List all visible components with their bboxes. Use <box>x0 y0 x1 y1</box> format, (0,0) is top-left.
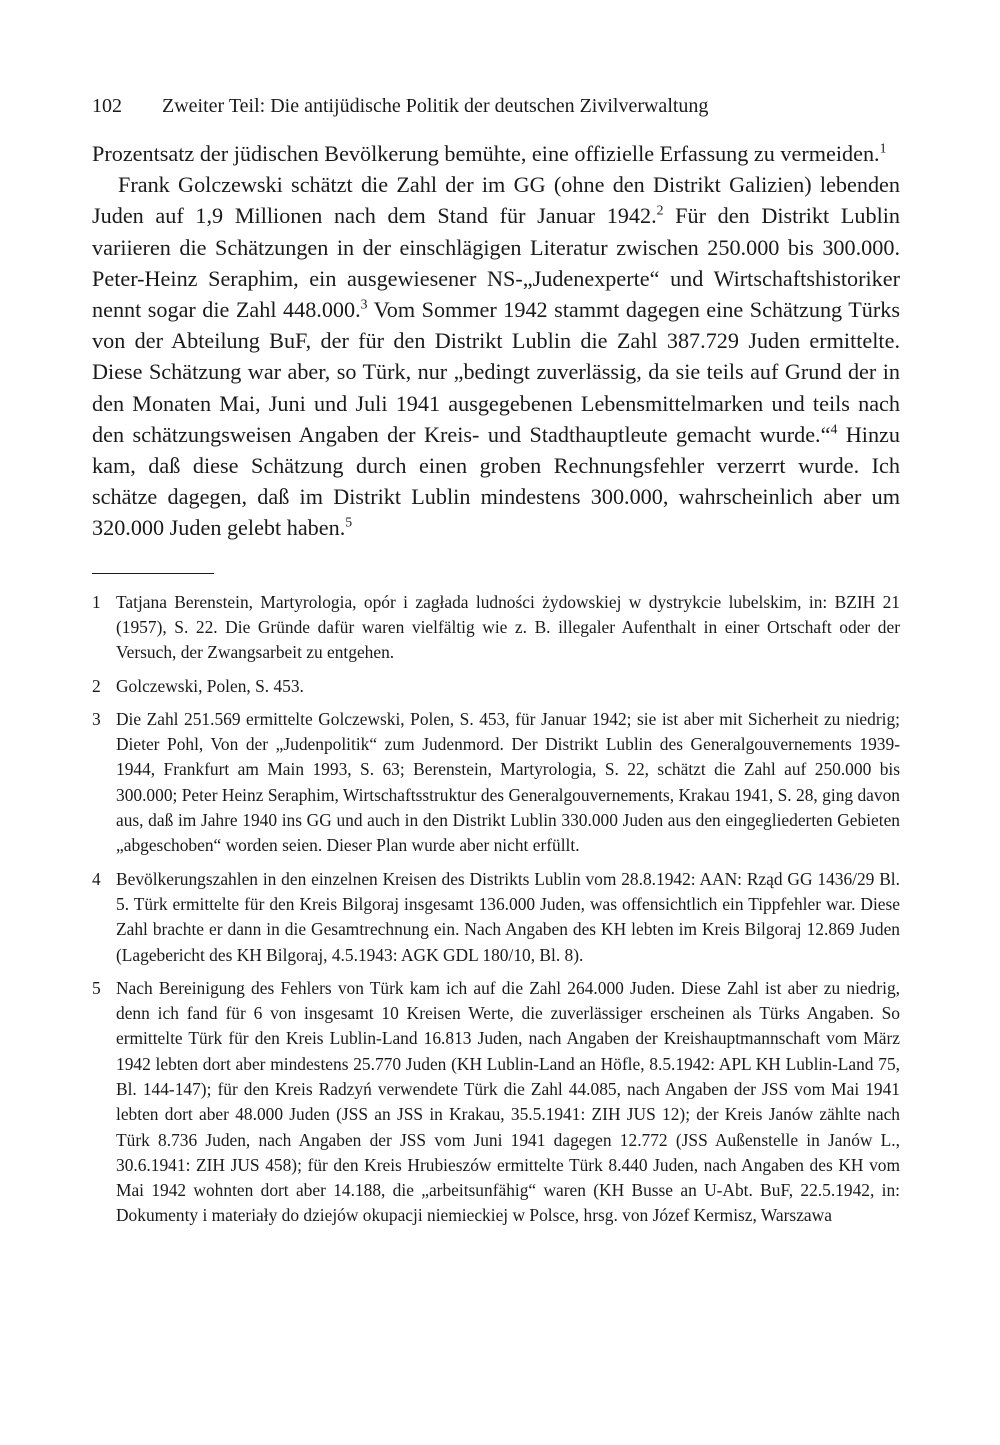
paragraph-2 <box>92 169 900 543</box>
footnote-ref-5: 5 <box>345 515 353 531</box>
footnote-divider <box>92 573 214 574</box>
footnote-ref-4: 4 <box>830 421 838 437</box>
footnote <box>92 707 900 859</box>
footnote-ref-3: 3 <box>360 296 368 312</box>
paragraph-2-text-c: Vom Sommer 1942 stammt dagegen eine Schätzung Türks von der Abteilung BuF, der für den Distrikt Lublin die Zahl 387.729 Juden ermittelte. Diese Schätzung war aber, so Türk, nur „bedingt zuverlässig, da sie teils auf Grund der in den Monaten Mai, Juni und Juli 1941 ausgegebenen Lebensmittelmarken und teils nach den schätzungsweisen Angaben der Kreis- und Stadthauptleute gemacht wurde.“ <box>92 297 900 447</box>
main-text <box>92 138 900 544</box>
footnotes <box>92 590 900 1229</box>
paragraph-1-text: Prozentsatz der jüdischen Bevölkerung bemühte, eine offizielle Erfassung zu vermeiden. <box>92 141 880 166</box>
footnote <box>92 976 900 1229</box>
footnote-text: Nach Bereinigung des Fehlers von Türk kam ich auf die Zahl 264.000 Juden. Diese Zahl ist aber zu niedrig, denn ich fand für 6 von insgesamt 10 Kreisen Werte, die zuverlässiger erscheinen als Türks Angaben. So ermittelte Türk für den Kreis Lublin-Land 16.813 Juden, nach Angaben der Kreishauptmannschaft vom März 1942 lebten dort aber mindestens 25.770 Juden (KH Lublin-Land an Höfle, 8.5.1942: APL KH Lublin-Land 75, Bl. 144-147); für den Kreis Radzyń verwendete Türk die Zahl 44.085, nach Angaben der JSS vom Mai 1941 lebten dort aber 48.000 Juden (JSS an JSS in Krakau, 35.5.1941: ZIH JUS 12); der Kreis Janów zählte nach Türk 8.736 Juden, nach Angaben der JSS vom Juni 1941 dagegen 12.772 (JSS Außenstelle in Janów L., 30.6.1941: ZIH JUS 458); für den Kreis Hrubieszów ermittelte Türk 8.440 Juden, nach Angaben des KH vom Mai 1942 wohnten dort aber 14.188, die „arbeitsunfähig“ waren (KH Busse an U-Abt. BuF, 22.5.1942, in: Dokumenty i materiały do dziejów okupacji niemieckiej w Polsce, hrsg. von Józef Kermisz, Warszawa <box>116 977 900 1226</box>
paragraph-2-text-a: Frank Golczewski schätzt die Zahl der im GG (ohne den Distrikt Galizien) lebenden Juden auf 1,9 Millionen nach dem Stand für Januar 1942. <box>92 172 900 229</box>
footnote-text: Golczewski, Polen, S. 453. <box>116 675 304 696</box>
page-number: 102 <box>92 95 122 117</box>
paragraph-2-text-b: Für den Distrikt Lublin variieren die Schätzungen in der einschlägigen Literatur zwischen 250.000 bis 300.000. Peter-Heinz Seraphim, ein ausgewiesener NS-„Judenexperte“ und Wirtschaftshistoriker nennt sogar die Zahl 448.000. <box>92 203 900 323</box>
footnote-ref-2: 2 <box>656 203 664 219</box>
running-header <box>92 92 900 120</box>
running-title: Zweiter Teil: Die antijüdische Politik der deutschen Zivilverwaltung <box>162 95 709 117</box>
footnote-number: 2 <box>92 675 101 696</box>
paragraph-1 <box>92 138 900 169</box>
footnote-number: 4 <box>92 868 101 889</box>
footnote-ref-1: 1 <box>879 140 887 156</box>
footnote <box>92 674 900 699</box>
book-page <box>92 92 900 1237</box>
footnote-text: Die Zahl 251.569 ermittelte Golczewski, Polen, S. 453, für Januar 1942; sie ist aber mit Sicherheit zu niedrig; Dieter Pohl, Von der „Judenpolitik“ zum Judenmord. Der Distrikt Lublin des Generalgouvernements 1939-1944, Frankfurt am Main 1993, S. 63; Berenstein, Martyrologia, S. 22, schätzt die Zahl auf 250.000 bis 300.000; Peter Heinz Seraphim, Wirtschaftsstruktur des Generalgouvernements, Krakau 1941, S. 28, ging davon aus, daß im Jahre 1940 ins GG und auch in den Distrikt Lublin 330.000 Juden aus den eingegliederten Gebieten „abgeschoben“ worden seien. Dieser Plan wurde aber nicht erfüllt. <box>116 708 900 856</box>
footnote-text: Tatjana Berenstein, Martyrologia, opór i zagłada ludności żydowskiej w dystrykcie lubelskim, in: BZIH 21 (1957), S. 22. Die Gründe dafür waren vielfältig wie z. B. illegaler Aufenthalt in einer Ortschaft oder der Versuch, der Zwangsarbeit zu entgehen. <box>116 591 900 663</box>
footnote <box>92 590 900 666</box>
footnote <box>92 867 900 968</box>
footnote-number: 3 <box>92 708 101 729</box>
footnote-number: 1 <box>92 591 101 612</box>
footnote-text: Bevölkerungszahlen in den einzelnen Kreisen des Distrikts Lublin vom 28.8.1942: AAN: Rząd GG 1436/29 Bl. 5. Türk ermittelte für den Kreis Bilgoraj insgesamt 136.000 Juden, was offensichtlich ein Tippfehler war. Diese Zahl brachte er dann in die Gesamtrechnung ein. Nach Angaben des KH lebten im Kreis Bilgoraj 12.869 Juden (Lagebericht des KH Bilgoraj, 4.5.1943: AGK GDL 180/10, Bl. 8). <box>116 868 900 965</box>
footnote-number: 5 <box>92 977 101 998</box>
paragraph-2-text-d: Hinzu kam, daß diese Schätzung durch einen groben Rechnungsfehler verzerrt wurde. Ich schätze dagegen, daß im Distrikt Lublin mindestens 300.000, wahrscheinlich aber um 320.000 Juden gelebt haben. <box>92 421 900 541</box>
